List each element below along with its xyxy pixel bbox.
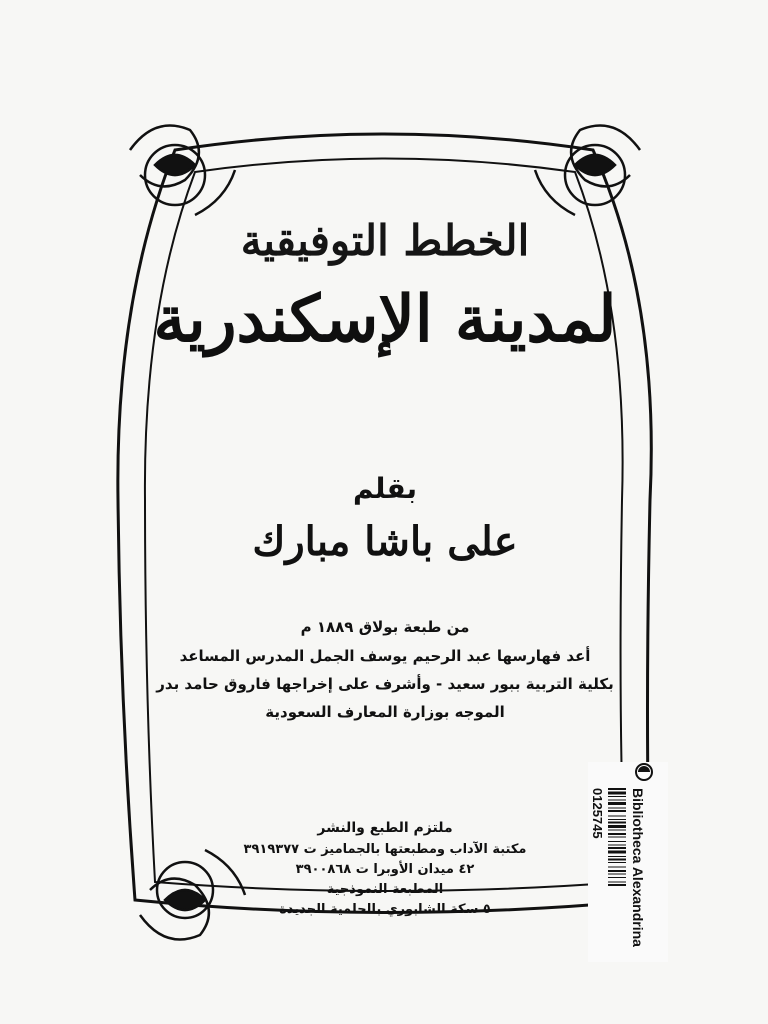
title-line-1: الخطط التوفيقية <box>240 216 530 265</box>
barcode-bar <box>608 867 626 868</box>
barcode-number: 0125745 <box>590 788 605 839</box>
author-name: على باشا مبارك <box>252 518 518 565</box>
barcode-bar <box>608 830 626 831</box>
library-barcode-label <box>588 762 668 962</box>
barcode-bar <box>608 859 626 861</box>
barcode-bar <box>608 874 626 875</box>
credit-line: الموجه بوزارة المعارف السعودية <box>265 703 505 721</box>
credit-line: بكلية التربية ببور سعيد - وأشرف على إخراجها فاروق حامد بدر <box>156 675 614 693</box>
credit-line: أعد فهارسها عبد الرحيم يوسف الجمل المدرس المساعد <box>179 647 591 665</box>
barcode-bar <box>608 870 626 872</box>
barcode-bar <box>608 796 626 797</box>
barcode-bar <box>608 845 626 846</box>
barcode-bar <box>608 851 626 854</box>
barcode-bar <box>608 802 626 805</box>
barcode-bar <box>608 833 626 835</box>
barcode-bar <box>608 847 626 849</box>
publisher-line: ٥ سكة الشابوري بالحلمية الجديدة <box>279 902 491 917</box>
publisher-header: ملتزم الطبع والنشر <box>317 820 453 836</box>
barcode-bar <box>608 819 626 820</box>
barcode-bar <box>608 862 626 863</box>
barcode-bar <box>608 792 626 795</box>
barcode-bar <box>608 877 626 878</box>
barcode-bar <box>608 837 626 838</box>
barcode-bar <box>608 825 626 828</box>
barcode-bar <box>608 841 626 842</box>
publisher-line: المطبعة النموذجية <box>326 882 444 897</box>
barcode-bar <box>608 810 626 812</box>
barcode-bar <box>608 856 626 857</box>
barcode-bar <box>608 800 626 801</box>
edition-note: من طبعة بولاق ١٨٨٩ م <box>300 618 470 636</box>
barcode-bar <box>608 808 626 809</box>
barcode-bar <box>608 884 626 886</box>
title-line-2: لمدينة الإسكندرية <box>153 282 617 357</box>
library-name: Bibliotheca Alexandrina <box>630 788 646 947</box>
barcode-bar <box>608 816 626 817</box>
barcode-bar <box>608 882 626 883</box>
by-label: بقلم <box>352 472 418 505</box>
publisher-line: مكتبة الآداب ومطبعتها بالجماميز ت ٣٩١٩٣٧٧ <box>243 842 527 857</box>
publisher-line: ٤٢ ميدان الأوبرا ت ٣٩٠٠٨٦٨ <box>295 862 475 877</box>
barcode-bar <box>608 822 626 824</box>
barcode-bar <box>608 788 626 790</box>
